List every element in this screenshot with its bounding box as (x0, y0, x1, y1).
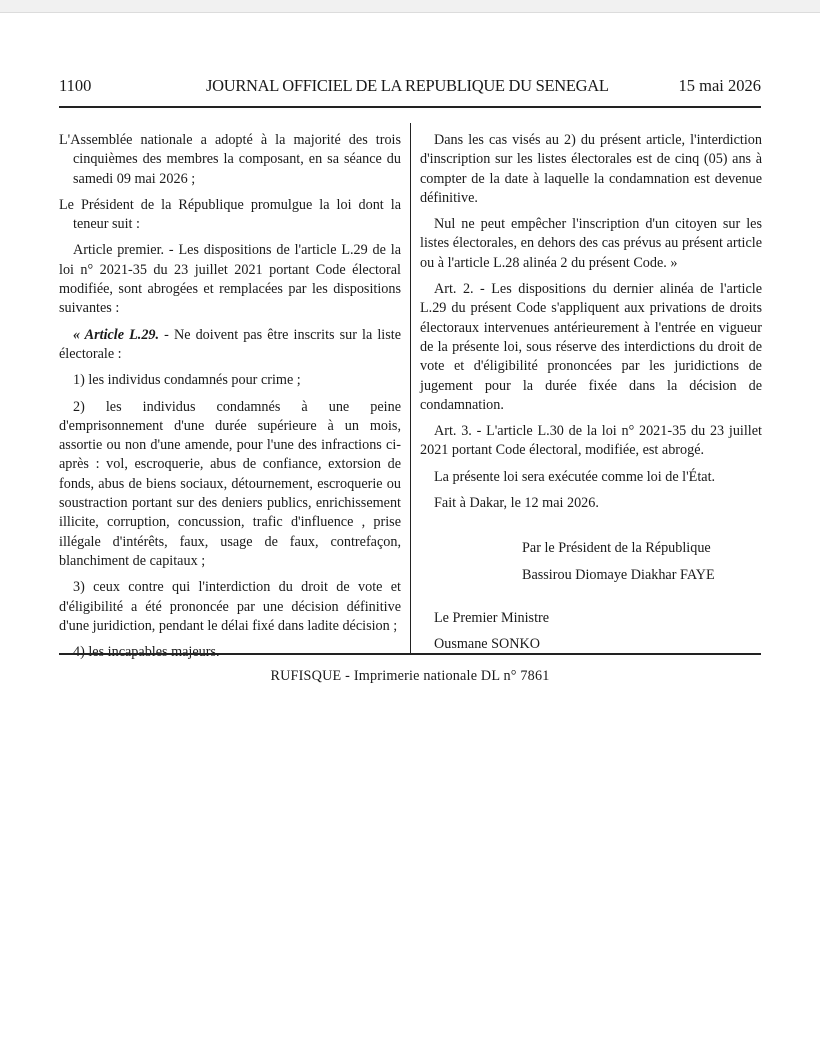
article-l29-paragraph (59, 326, 401, 365)
list-item-3: 3) ceux contre qui l'interdiction du droit de vote et d'éligibilité a été prononcée par une décision définitive d'une juridiction, pendant le délai fixé dans ladite décision ; (59, 579, 401, 634)
adoption-paragraph: L'Assemblée nationale a adopté à la majorité des trois cinquièmes des membres la composant, en sa séance du samedi 09 mai 2026 ; (59, 132, 401, 187)
viewer-top-bar (0, 0, 820, 13)
page-number: 1100 (59, 76, 92, 95)
left-column (59, 131, 401, 669)
promulgation-paragraph: Le Président de la République promulgue la loi dont la teneur suit : (59, 196, 401, 233)
journal-title: JOURNAL OFFICIEL DE LA REPUBLIQUE DU SENEGAL (206, 76, 609, 95)
article-2-paragraph: Art. 2. - Les dispositions du dernier alinéa de l'article L.29 du présent Code s'appliquent aux privations de droits électoraux intervenues antérieurement à l'entrée en vigueur de la présente loi, sous réserve des interdictions du droit de vote et d'éligibilité prononcées par les juridictions de jugement pour la durée fixée dans la décision de condamnation. (420, 281, 762, 413)
column-divider (410, 123, 411, 653)
list-item-1: 1) les individus condamnés pour crime ; (73, 372, 301, 389)
list-item-2: 2) les individus condamnés à une peine d'emprisonnement d'une durée supérieure à un mois, assortie ou non d'une amende, pour l'une des infractions ci-après : vol, escroquerie, abus de confiance, extorsion de fonds, abus de biens sociaux, détournement, escroquerie ou soustraction portant sur des deniers publics, enrichissement illicite, corruption, concussion, trafic d'influence , prise illégale d'intérêts, faux, usage de faux, contrefaçon, blanchiment de capitaux ; (59, 398, 401, 569)
article-3-paragraph: Art. 3. - L'article L.30 de la loi n° 2021-35 du 23 juillet 2021 portant Code électoral, modifiée, est abrogé. (420, 423, 762, 459)
printer-imprint: RUFISQUE - Imprimerie nationale DL n° 7861 (270, 668, 550, 684)
interdiction-duration-paragraph: Dans les cas visés au 2) du présent article, l'interdiction d'inscription sur les listes électorales est de cinq (05) ans à compter de la date à laquelle la condamnation est devenue définitive. (420, 132, 762, 206)
list-item-4: 4) les incapables majeurs. (73, 644, 220, 661)
signatory-name: Bassirou Diomaye Diakhar FAYE (522, 566, 715, 583)
page-header (59, 76, 761, 100)
inscription-right-paragraph: Nul ne peut empêcher l'inscription d'un citoyen sur les listes électorales, en dehors des cas prévus au présent article ou à l'article L.28 alinéa 2 du présent Code. » (420, 216, 762, 271)
signatory-title: Par le Président de la République (522, 540, 711, 557)
pm-name: Ousmane SONKO (434, 636, 541, 653)
article-premier-paragraph: Article premier. - Les dispositions de l'article L.29 de la loi n° 2021-35 du 23 juillet 2021 portant Code électoral modifiée, sont abrogées et remplacées par les dispositions suivantes : (59, 242, 401, 317)
right-column (420, 131, 762, 662)
prime-minister-block (420, 609, 762, 655)
issue-date: 15 mai 2026 (678, 76, 761, 95)
header-rule (59, 106, 761, 108)
footer-rule (59, 653, 761, 655)
pm-title: Le Premier Ministre (434, 609, 550, 626)
article-l29-intro: - Ne doivent pas être inscrits sur la liste électorale : (59, 326, 401, 362)
article-l29-heading: « Article L.29. (73, 326, 160, 343)
execution-paragraph: La présente loi sera exécutée comme loi de l'État. (434, 468, 716, 485)
place-date-paragraph: Fait à Dakar, le 12 mai 2026. (434, 495, 599, 512)
president-signature-block (420, 539, 762, 585)
